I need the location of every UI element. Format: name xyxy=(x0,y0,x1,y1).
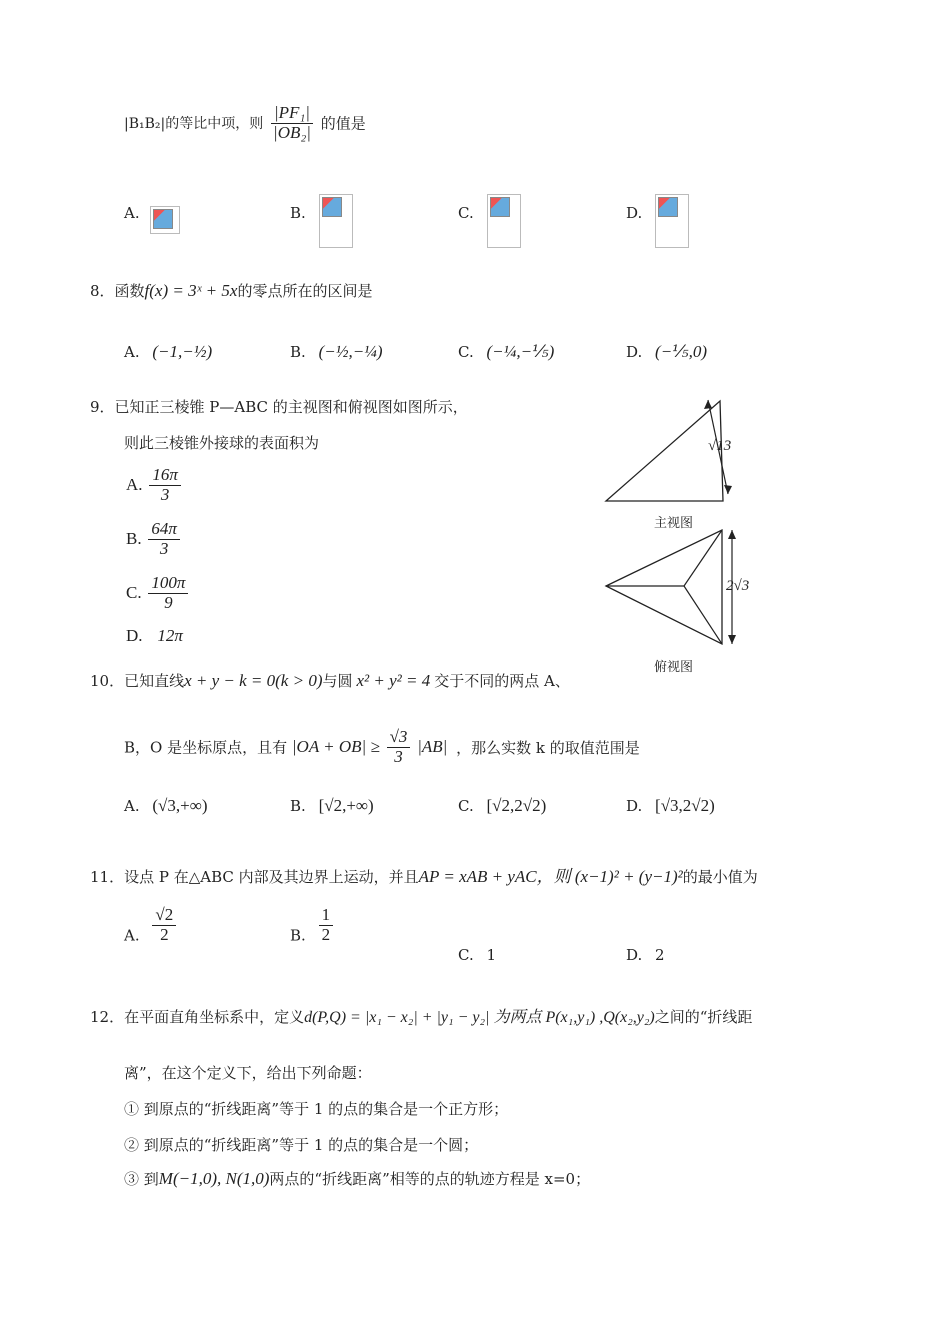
q11-option-b-numerator: 1 xyxy=(319,906,334,926)
q9-option-b xyxy=(126,520,182,558)
q10-prefix: 10．已知直线 xyxy=(90,672,185,690)
q8-option-c xyxy=(458,342,554,362)
q8-option-d-value: (−⅕,0) xyxy=(655,342,708,361)
q7-fraction xyxy=(270,104,314,142)
q10-option-a xyxy=(124,796,208,816)
q11-option-d-value: 2 xyxy=(655,946,665,964)
q8-suffix: 的零点所在的区间是 xyxy=(237,282,373,300)
q10-vector-ab: |AB| xyxy=(417,737,448,757)
q9-option-a xyxy=(126,466,183,504)
q11-option-d xyxy=(626,946,665,964)
q9-option-a-fraction xyxy=(149,466,181,504)
q12-formula: d(P,Q) = |x₁ − x₂| + |y₁ − y₂| 为两点 P(x₁,y₁) ,Q(x₂,y₂) xyxy=(304,1009,655,1026)
q11-option-c-label: C. xyxy=(458,946,474,964)
q8-stem xyxy=(90,280,372,301)
q10-option-d xyxy=(626,796,715,816)
q9-option-b-fraction xyxy=(148,520,180,558)
q7-option-b-label: B. xyxy=(290,204,306,222)
q11-stem xyxy=(90,862,758,887)
q7-option-a xyxy=(124,204,180,232)
q8-option-a xyxy=(124,342,212,362)
q10-line1 xyxy=(90,670,570,691)
q9-line1: 9．已知正三棱锥 P—ABC 的主视图和俯视图如图所示， xyxy=(90,398,468,416)
q10-vector-formula: |OA + OB| ≥ xyxy=(291,737,380,757)
q8-option-b-label: B. xyxy=(290,343,306,361)
q12-suffix: 之间的“折线距 xyxy=(654,1008,753,1026)
q8-option-c-value: (−¼,−⅕) xyxy=(486,342,555,361)
q7-line xyxy=(124,104,366,142)
q12-item2: ② 到原点的“折线距离”等于 1 的点的集合是一个圆； xyxy=(124,1136,479,1154)
q9-option-a-numerator: 16π xyxy=(149,466,181,486)
q12-item3-prefix: ③ 到 xyxy=(124,1170,159,1188)
q10-line2-prefix: B，O 是坐标原点，且有 xyxy=(124,738,288,757)
q11-option-a-numerator: √2 xyxy=(152,906,176,926)
q9-front-view-label: √13 xyxy=(708,438,732,454)
q11-option-c xyxy=(458,946,496,964)
q8-option-b-value: (−½,−¼) xyxy=(318,342,383,361)
q11-option-a-label: A. xyxy=(124,926,140,945)
q10-fraction-numerator: √3 xyxy=(387,728,411,748)
arrow-down-icon xyxy=(728,635,736,644)
q10-circle-formula: x² + y² = 4 xyxy=(356,671,431,690)
q9-option-a-denominator: 3 xyxy=(160,484,170,504)
q7-option-d-label: D. xyxy=(626,204,643,222)
q8-option-b xyxy=(290,342,383,362)
q11-option-a xyxy=(124,906,178,944)
q8-number: 8．函数 xyxy=(90,282,145,300)
arrow-up-icon xyxy=(728,530,736,539)
q9-option-c xyxy=(126,574,190,612)
q10-fraction xyxy=(387,728,411,766)
q11-option-a-denominator: 2 xyxy=(160,924,169,944)
top-view-triangle xyxy=(606,530,722,644)
q11-suffix: 的最小值为 xyxy=(682,868,758,886)
q8-option-d xyxy=(626,342,707,362)
q12-prefix: 12．在平面直角坐标系中，定义 xyxy=(90,1008,305,1026)
broken-image-icon xyxy=(150,206,180,234)
q9-option-b-denominator: 3 xyxy=(159,538,169,558)
arrow-down-icon xyxy=(724,485,732,494)
q9-front-view-caption: 主视图 xyxy=(654,516,694,531)
q9-option-c-label: C. xyxy=(126,583,142,603)
q9-option-c-numerator: 100π xyxy=(148,574,188,594)
q9-option-d-value: 12π xyxy=(157,626,183,645)
q11-option-d-label: D. xyxy=(626,946,643,964)
q9-front-view-figure xyxy=(600,396,750,531)
q12-item3 xyxy=(124,1168,590,1189)
q7-fraction-numerator: |PF₁| xyxy=(271,104,313,124)
q11-option-b-denominator: 2 xyxy=(321,924,331,944)
q12-item3-suffix: 两点的“折线距离”相等的点的轨迹方程是 x=0； xyxy=(269,1170,591,1188)
q10-option-a-label: A. xyxy=(124,797,140,815)
q11-option-b-label: B. xyxy=(290,926,306,945)
q11-formula: AP = xAB + yAC，则 (x−1)² + (y−1)² xyxy=(418,867,683,886)
q11-option-c-value: 1 xyxy=(486,946,497,964)
q7-text-suffix: 的值是 xyxy=(320,114,366,133)
q10-line2-suffix: ，那么实数 k 的取值范围是 xyxy=(456,738,640,757)
q7-option-a-label: A. xyxy=(124,204,140,222)
q10-option-d-value: [√3,2√2) xyxy=(655,796,715,815)
q9-option-d-label: D. xyxy=(126,626,143,645)
top-view-edge-3 xyxy=(684,586,722,644)
broken-image-icon xyxy=(655,194,689,248)
q8-option-c-label: C. xyxy=(458,343,474,361)
q10-line2 xyxy=(124,728,640,766)
arrow-up-icon xyxy=(704,400,712,409)
q11-option-b-fraction xyxy=(319,906,334,944)
broken-image-icon xyxy=(319,194,353,248)
q7-option-b xyxy=(290,204,353,258)
q10-option-c-value: [√2,2√2) xyxy=(486,796,547,815)
q10-option-b-label: B. xyxy=(290,797,306,815)
q10-suffix: 交于不同的两点 A、 xyxy=(434,672,570,690)
q9-top-view-label: 2√3 xyxy=(726,578,750,594)
q7-text-prefix: |B₁B₂|的等比中项，则 xyxy=(124,116,264,133)
q9-option-d xyxy=(126,626,183,646)
q12-line2: 离”，在这个定义下，给出下列命题： xyxy=(124,1064,372,1082)
q7-fraction-denominator: |OB₂| xyxy=(273,122,311,142)
q10-mid: 与圆 xyxy=(322,672,353,690)
q10-option-b-value: [√2,+∞) xyxy=(318,796,374,815)
q10-option-c-label: C. xyxy=(458,797,474,815)
q11-option-a-fraction xyxy=(152,906,176,944)
q9-option-a-label: A. xyxy=(126,475,143,495)
q10-line-formula: x + y − k = 0(k > 0) xyxy=(184,671,323,690)
q10-option-c xyxy=(458,796,546,816)
q8-formula: f(x) = 3ˣ + 5x xyxy=(144,281,238,300)
q7-option-c xyxy=(458,204,521,258)
q8-option-a-value: (−1,−½) xyxy=(152,342,213,361)
q9-option-c-fraction xyxy=(148,574,188,612)
q8-option-d-label: D. xyxy=(626,343,643,361)
q10-option-d-label: D. xyxy=(626,797,643,815)
q12-item3-formula: M(−1,0), N(1,0) xyxy=(158,1169,270,1188)
q10-option-b xyxy=(290,796,374,816)
q9-top-view-caption: 俯视图 xyxy=(654,660,694,675)
q12-item1: ① 到原点的“折线距离”等于 1 的点的集合是一个正方形； xyxy=(124,1100,509,1118)
q9-option-b-label: B. xyxy=(126,529,142,549)
q7-option-c-label: C. xyxy=(458,204,474,222)
front-view-triangle xyxy=(606,401,723,501)
broken-image-icon xyxy=(487,194,521,248)
top-view-edge-2 xyxy=(684,530,722,586)
q8-option-a-label: A. xyxy=(124,343,140,361)
q10-fraction-denominator: 3 xyxy=(394,746,403,766)
q9-option-b-numerator: 64π xyxy=(148,520,180,540)
q11-option-b xyxy=(290,906,335,944)
q9-option-c-denominator: 9 xyxy=(164,592,173,612)
q10-option-a-value: (√3,+∞) xyxy=(152,796,208,815)
q12-stem xyxy=(90,1004,752,1027)
q9-line2: 则此三棱锥外接球的表面积为 xyxy=(124,434,320,452)
q7-option-d xyxy=(626,204,689,258)
q11-prefix: 11．设点 P 在△ABC 内部及其边界上运动，并且 xyxy=(90,868,419,886)
